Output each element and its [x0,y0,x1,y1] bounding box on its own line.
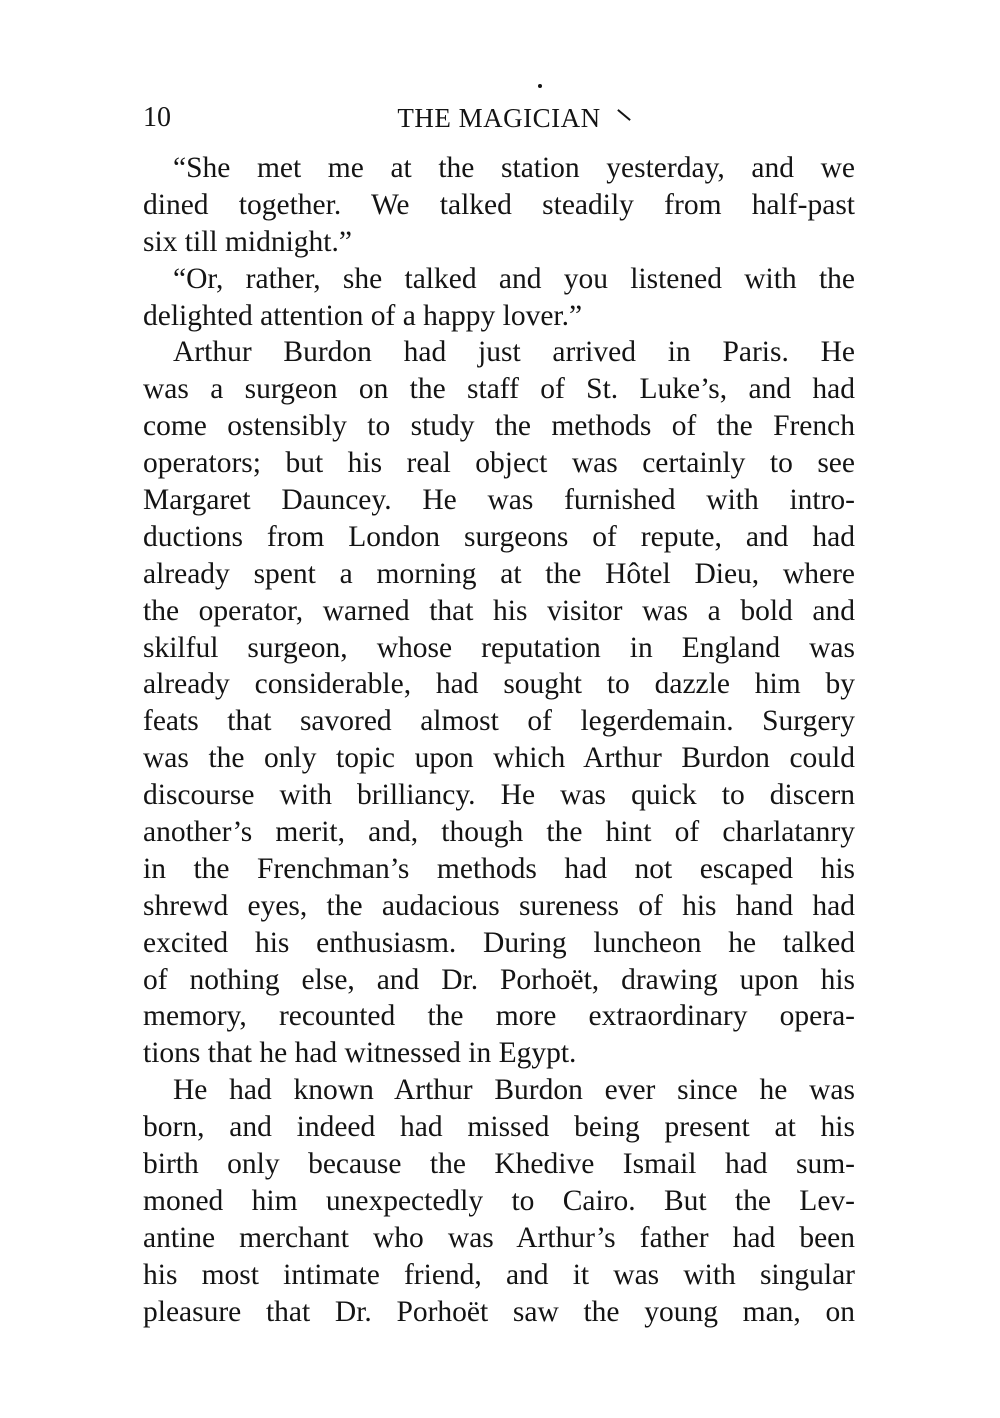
text-line: already spent a morning at the Hôtel Dieu, where [143,557,855,590]
text-line: born, and indeed had missed being present at his [143,1111,855,1144]
text-line: feats that savored almost of legerdemain. Surgery [143,705,855,738]
text-line: ductions from London surgeons of repute, and had [143,520,855,553]
running-title: THE MAGICIAN [397,103,601,133]
text-line: six till midnight.” [143,225,352,258]
body-text [143,150,855,1331]
text-line: shrewd eyes, the audacious sureness of his hand had [143,889,855,922]
text-line: come ostensibly to study the methods of the French [143,410,855,443]
text-line: Margaret Dauncey. He was furnished with intro- [143,484,855,517]
text-line: already considerable, had sought to dazzle him by [143,668,855,701]
text-line: the operator, warned that his visitor was a bold and [143,594,855,627]
text-line: “Or, rather, she talked and you listened with the [173,262,855,295]
text-line: of nothing else, and Dr. Porhoët, drawing upon his [143,963,855,996]
text-line: memory, recounted the more extraordinary opera- [143,1000,855,1033]
text-line: discourse with brilliancy. He was quick to discern [143,779,855,812]
text-line: He had known Arthur Burdon ever since he was [173,1074,855,1107]
text-line: skilful surgeon, whose reputation in England was [143,631,855,664]
text-line: birth only because the Khedive Ismail had sum- [143,1148,855,1181]
print-speck [538,84,542,88]
text-line: was a surgeon on the staff of St. Luke’s, and had [143,373,855,406]
page-number: 10 [143,102,171,133]
text-line: tions that he had witnessed in Egypt. [143,1037,577,1070]
text-line: Arthur Burdon had just arrived in Paris. He [173,336,855,369]
text-line: operators; but his real object was certainly to see [143,447,855,480]
text-line: pleasure that Dr. Porhoët saw the young man, on [143,1295,855,1328]
text-line: delighted attention of a happy lover.” [143,299,583,332]
text-line: another’s merit, and, though the hint of charlatanry [143,816,855,849]
text-line: excited his enthusiasm. During luncheon he talked [143,926,855,959]
text-line: his most intimate friend, and it was with singular [143,1258,855,1291]
text-line: in the Frenchman’s methods had not escaped his [143,852,855,885]
text-line: “She met me at the station yesterday, and we [173,152,855,184]
text-line: dined together. We talked steadily from half-past [143,188,855,221]
page-header [143,98,855,138]
text-line: antine merchant who was Arthur’s father had been [143,1221,855,1254]
text-line: was the only topic upon which Arthur Burdon could [143,742,855,775]
text-line: moned him unexpectedly to Cairo. But the Lev- [143,1184,855,1217]
